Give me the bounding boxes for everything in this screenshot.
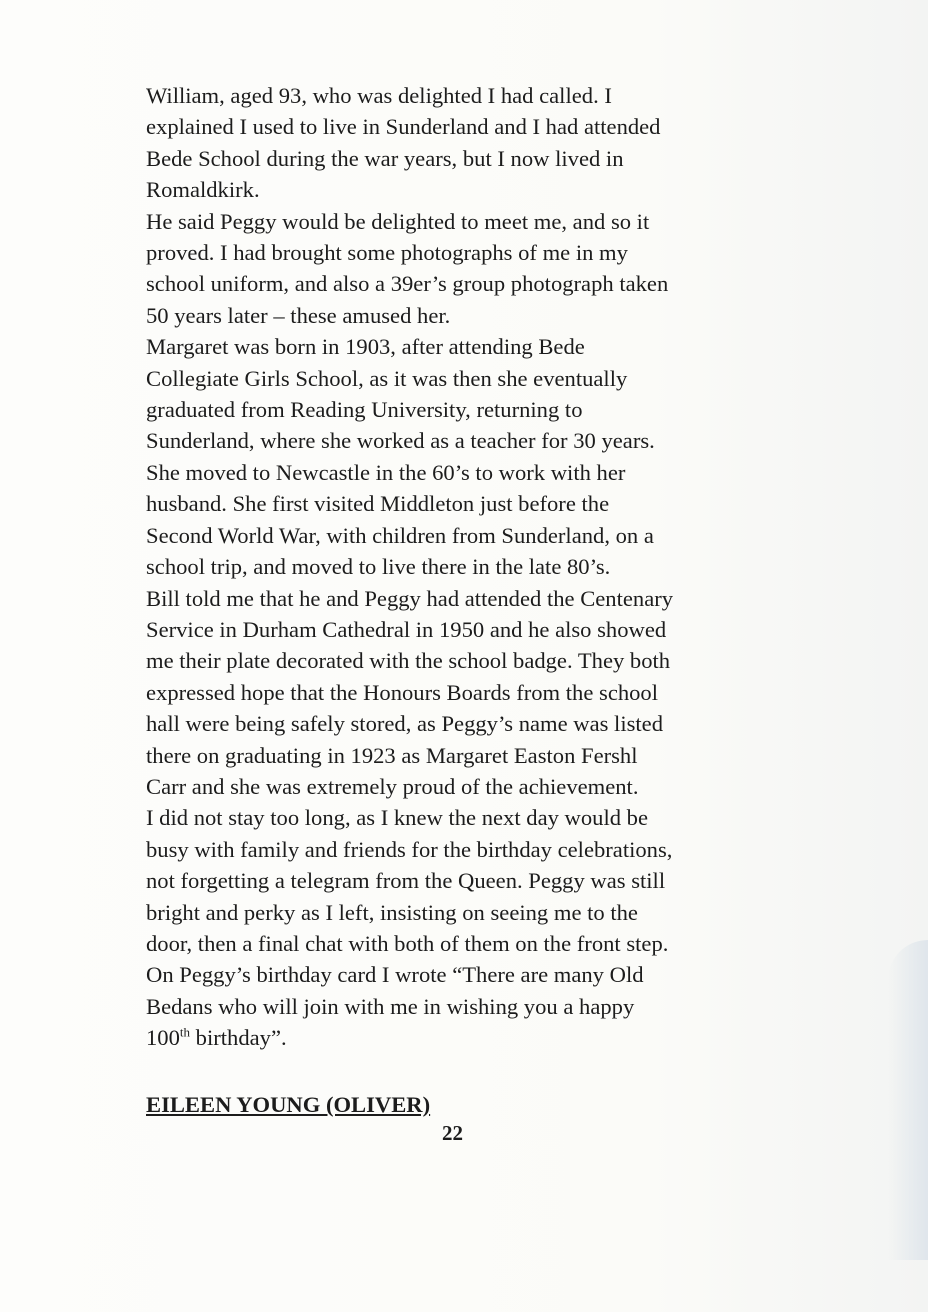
text-line: Bedans who will join with me in wishing you a happy bbox=[146, 993, 635, 1019]
text-line: He said Peggy would be delighted to meet me, and so it bbox=[146, 208, 650, 234]
text-line: husband. She first visited Middleton just before the bbox=[146, 491, 610, 517]
body-text bbox=[146, 80, 806, 1054]
text-line: busy with family and friends for the birthday celebrations, bbox=[146, 836, 673, 862]
text-line: 50 years later – these amused her. bbox=[146, 302, 451, 328]
text-line: On Peggy’s birthday card I wrote “There are many Old bbox=[146, 962, 644, 988]
text-line: Margaret was born in 1903, after attending Bede bbox=[146, 334, 585, 360]
text-line: Carr and she was extremely proud of the achievement. bbox=[146, 773, 639, 799]
text-line: door, then a final chat with both of them on the front step. bbox=[146, 930, 669, 956]
text-line: She moved to Newcastle in the 60’s to work with her bbox=[146, 459, 626, 485]
text-line: Collegiate Girls School, as it was then she eventually bbox=[146, 365, 628, 391]
final-text-line bbox=[146, 1022, 806, 1053]
ordinal-number: 100 bbox=[146, 1025, 180, 1051]
text-line: not forgetting a telegram from the Queen. Peggy was still bbox=[146, 868, 666, 894]
text-line: Bede School during the war years, but I now lived in bbox=[146, 145, 624, 171]
text-line: expressed hope that the Honours Boards from the school bbox=[146, 679, 659, 705]
text-line: Bill told me that he and Peggy had attended the Centenary bbox=[146, 585, 674, 611]
text-line: graduated from Reading University, returning to bbox=[146, 397, 583, 423]
text-line: Service in Durham Cathedral in 1950 and he also showed bbox=[146, 616, 667, 642]
text-line: hall were being safely stored, as Peggy’s name was listed bbox=[146, 711, 664, 737]
text-line: there on graduating in 1923 as Margaret Easton Fershl bbox=[146, 742, 638, 768]
text-line: me their plate decorated with the school badge. They both bbox=[146, 648, 671, 674]
text-line: Romaldkirk. bbox=[146, 177, 260, 203]
text-line: William, aged 93, who was delighted I had called. I bbox=[146, 83, 612, 108]
text-line: Second World War, with children from Sunderland, on a bbox=[146, 522, 654, 548]
text-line: explained I used to live in Sunderland and I had attended bbox=[146, 114, 661, 140]
text-line: school trip, and moved to live there in the late 80’s. bbox=[146, 554, 611, 580]
page-number: 22 bbox=[442, 1121, 463, 1145]
text-line: bright and perky as I left, insisting on seeing me to the bbox=[146, 899, 638, 925]
author-signature: EILEEN YOUNG (OLIVER) bbox=[146, 1092, 431, 1117]
final-line-rest: birthday”. bbox=[190, 1025, 287, 1051]
ordinal-suffix: th bbox=[179, 1024, 191, 1040]
page-edge-shadow bbox=[888, 940, 928, 1260]
text-line: proved. I had brought some photographs of me in my bbox=[146, 240, 628, 266]
text-line: I did not stay too long, as I knew the next day would be bbox=[146, 805, 648, 831]
text-line: school uniform, and also a 39er’s group photograph taken bbox=[146, 271, 669, 297]
text-line: Sunderland, where she worked as a teacher for 30 years. bbox=[146, 428, 655, 454]
